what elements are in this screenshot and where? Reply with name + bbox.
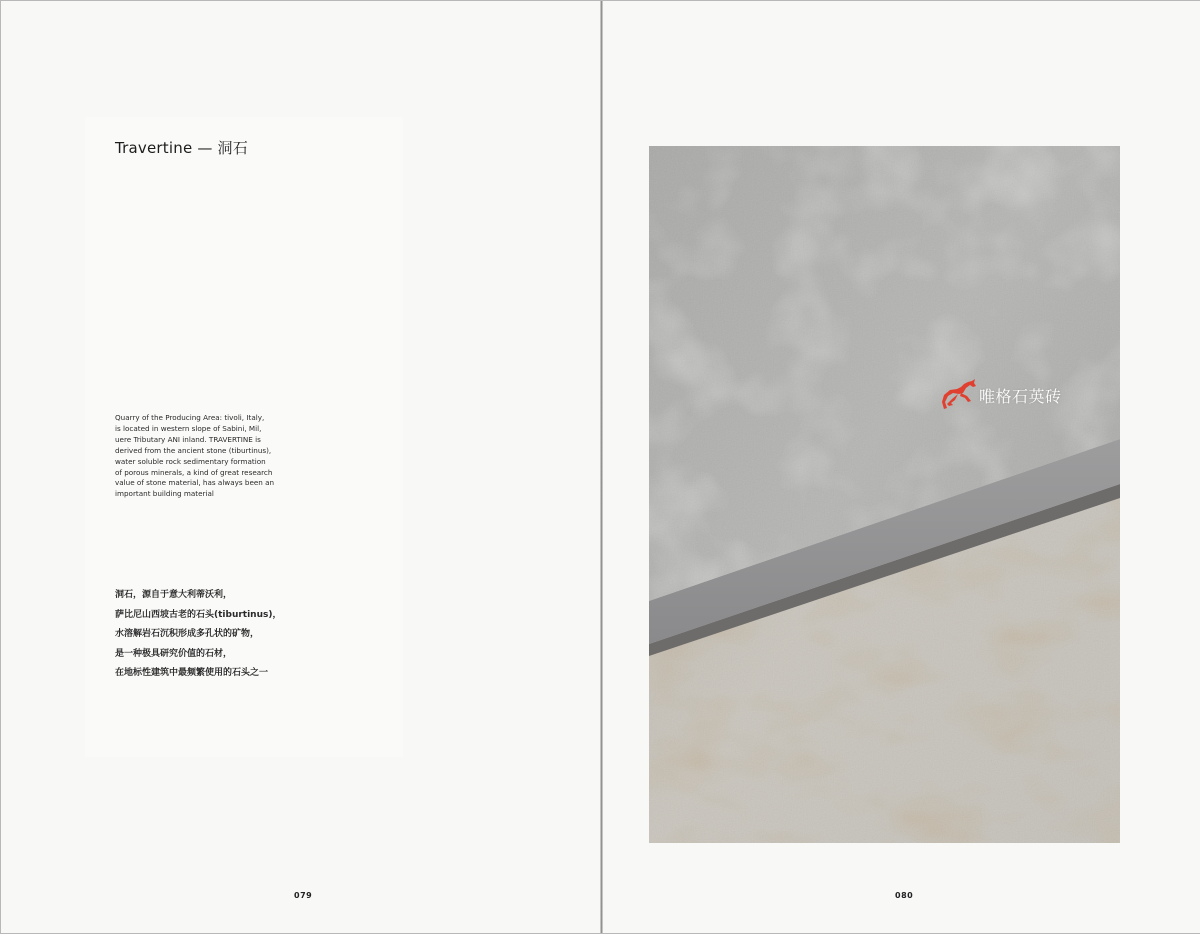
english-line: of porous minerals, a kind of great research: [115, 467, 273, 477]
english-line: water soluble rock sedimentary formation: [115, 456, 266, 466]
horse-logo-icon: [941, 378, 977, 412]
stone-texture-image: [649, 146, 1120, 843]
chinese-line: 在地标性建筑中最频繁使用的石头之一: [115, 668, 269, 679]
english-line: important building material: [115, 489, 214, 499]
page-title: Travertine — 洞石: [115, 139, 248, 157]
english-line: derived from the ancient stone (tiburtinus),: [115, 445, 272, 455]
brand-name: 唯格石英砖: [979, 386, 1062, 406]
english-line: uere Tributary ANI inland. TRAVERTINE is: [115, 434, 261, 444]
travertine-photo: [649, 146, 1120, 843]
english-line: is located in western slope of Sabini, Mil,: [115, 423, 262, 433]
chinese-description: [115, 586, 315, 684]
chinese-line: 洞石，源自于意大利蒂沃利，: [115, 590, 233, 600]
chinese-line: 是一种极具研究价值的石材，: [115, 648, 233, 659]
chinese-line: 水溶解岩石沉积形成多孔状的矿物，: [115, 629, 260, 640]
left-page: [1, 1, 600, 933]
brand-mark: [941, 378, 1062, 412]
right-page: [603, 1, 1200, 933]
english-line: Quarry of the Producing Area: tivoli, Italy,: [115, 413, 265, 422]
page-number-right: 080: [895, 891, 914, 900]
page-number-left: 079: [294, 891, 313, 900]
english-line: value of stone material, has always been an: [115, 478, 275, 488]
english-description: [115, 413, 285, 500]
chinese-line: 萨比尼山西坡古老的石头(tiburtinus)，: [115, 609, 282, 620]
